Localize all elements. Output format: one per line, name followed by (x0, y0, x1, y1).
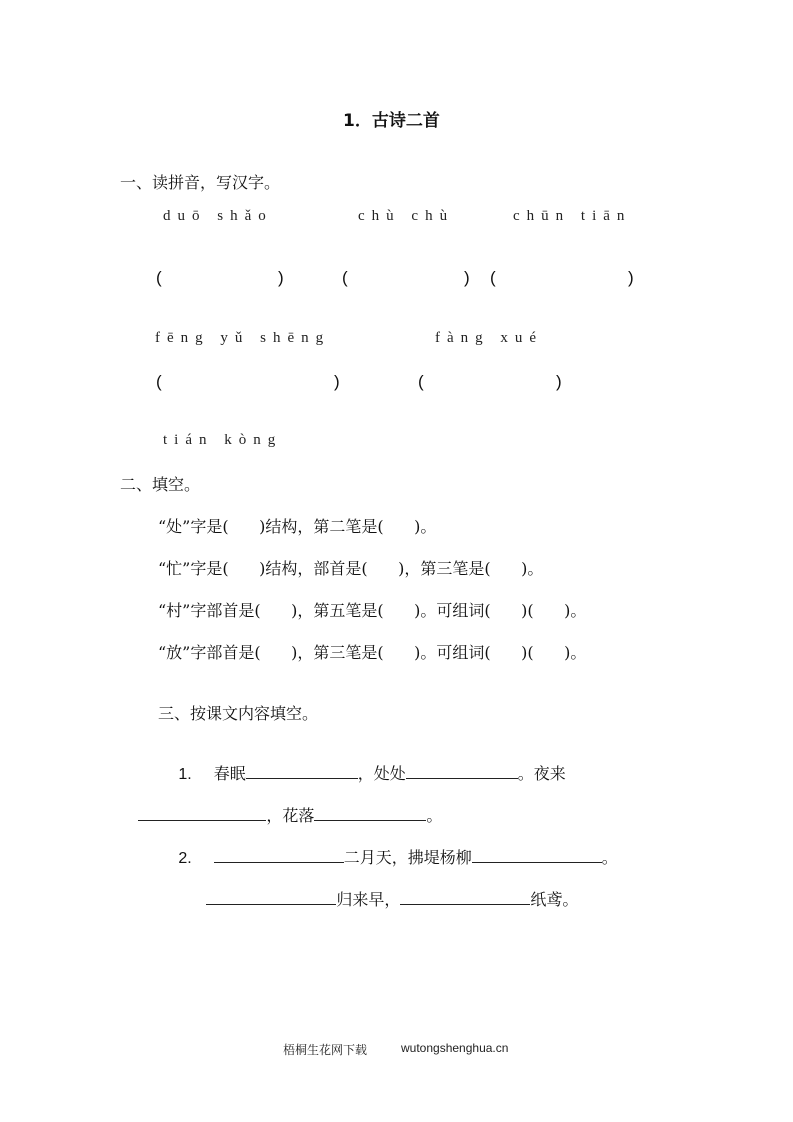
fill-line-cun[interactable]: “村”字部首是( )，第五笔是( )。可组词( )( )。 (158, 601, 587, 620)
pinyin-chuntian: chūn tiān (513, 208, 632, 224)
bracket-open: ( (342, 268, 348, 287)
blank-6[interactable] (472, 846, 602, 863)
fill-line-chu[interactable]: “处”字是( )结构，第二笔是( )。 (158, 517, 437, 536)
poem2-line2: 归来早， 纸鸢。 (186, 868, 578, 929)
pinyin-fengyusheng: fēng yǔ shēng (155, 330, 331, 346)
question-number: 2. (178, 850, 192, 867)
bracket-close: ) (464, 268, 470, 287)
bracket-open: ( (156, 268, 162, 287)
pinyin-duoshao: duō shǎo (163, 208, 273, 224)
section3-heading: 三、按课文内容填空。 (158, 704, 319, 723)
footer-site-url[interactable]: wutongshenghua.cn (401, 1041, 509, 1055)
pinyin-fangxue: fàng xué (435, 330, 544, 346)
blank-7[interactable] (206, 888, 336, 905)
bracket-close: ) (556, 372, 562, 391)
blank-2[interactable] (406, 762, 518, 779)
poem2-line1: 2. 二月天，拂堤杨柳 。 (178, 848, 618, 867)
poem1-line1: 1. 春眠 ，处处 。夜来 (178, 764, 566, 783)
blank-1[interactable] (246, 762, 358, 779)
bracket-close: ) (334, 372, 340, 391)
bracket-open: ( (490, 268, 496, 287)
blank-8[interactable] (400, 888, 530, 905)
page-title: 1．古诗二首 (343, 111, 440, 131)
poem1-line2: ，花落 。 (118, 784, 442, 845)
pinyin-chuchu: chù chù (358, 208, 455, 224)
blank-4[interactable] (314, 804, 426, 821)
section2-heading: 二、填空。 (120, 475, 201, 494)
pinyin-tiankong: tián kòng (163, 432, 283, 448)
bracket-close: ) (278, 268, 284, 287)
bracket-close: ) (628, 268, 634, 287)
bracket-open: ( (156, 372, 162, 391)
bracket-open: ( (418, 372, 424, 391)
question-number: 1. (178, 766, 192, 783)
section1-heading: 一、读拼音，写汉字。 (120, 173, 281, 192)
footer-site-name: 梧桐生花网下载 (283, 1043, 368, 1057)
fill-line-mang[interactable]: “忙”字是( )结构，部首是( )，第三笔是( )。 (158, 559, 544, 578)
blank-3[interactable] (138, 804, 266, 821)
blank-5[interactable] (214, 846, 344, 863)
fill-line-fang[interactable]: “放”字部首是( )，第三笔是( )。可组词( )( )。 (158, 643, 587, 662)
